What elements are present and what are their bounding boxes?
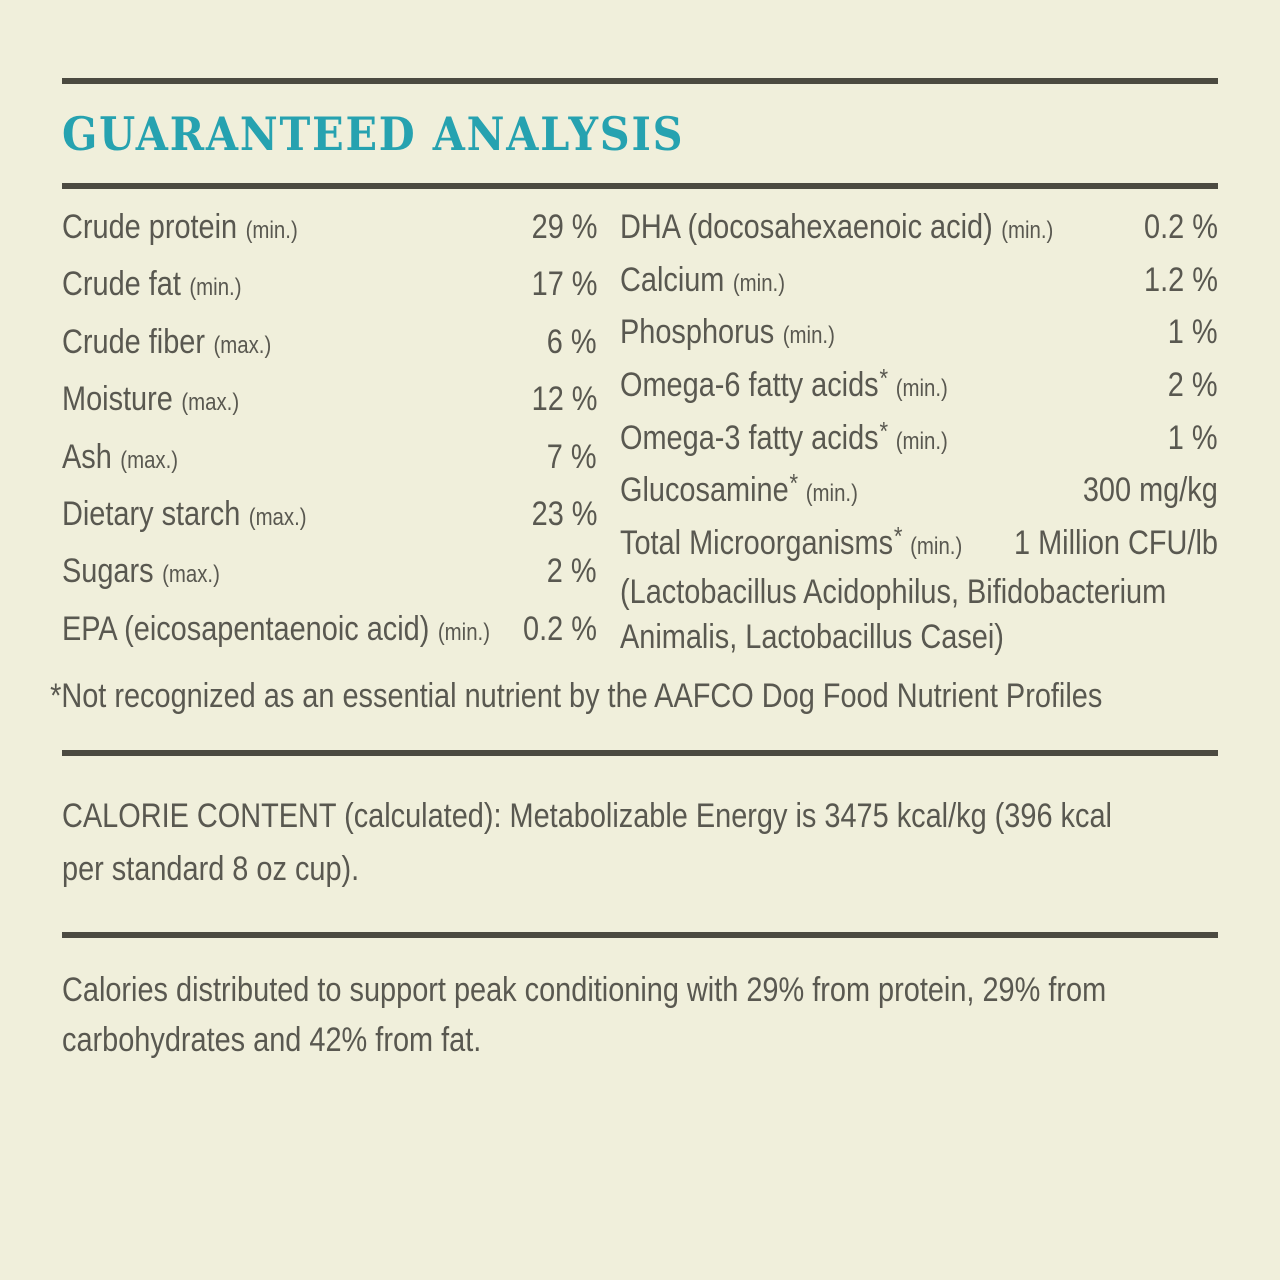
footnote-divider — [62, 750, 1218, 756]
nutrient-value: 29 % — [531, 208, 597, 246]
aafco-footnote — [50, 673, 1218, 719]
nutrient-row-dietary-starch — [62, 486, 597, 543]
nutrient-row-crude-fat — [62, 256, 597, 313]
calorie-distribution-line: carbohydrates and 42% from fat. — [62, 1020, 482, 1059]
nutrient-label: Dietary starch (max.) — [62, 494, 307, 533]
nutrient-qualifier: (max.) — [120, 446, 179, 474]
nutrient-label: DHA (docosahexaenoic acid) (min.) — [620, 208, 1054, 246]
nutrient-row-calcium — [620, 254, 1218, 307]
nutrient-label: Omega-6 fatty acids* (min.) — [620, 363, 948, 405]
label-content — [0, 78, 1280, 1065]
nutrient-qualifier: (max.) — [248, 503, 307, 531]
nutrient-row-epa — [62, 601, 597, 658]
asterisk-superscript: * — [789, 468, 799, 499]
nutrient-qualifier: (min.) — [895, 427, 948, 455]
calorie-divider — [62, 932, 1218, 938]
nutrient-qualifier: (max.) — [162, 561, 220, 589]
nutrient-value: 1 Million CFU/lb — [1014, 524, 1218, 563]
nutrient-row-omega6 — [620, 359, 1218, 412]
nutrient-value: 300 mg/kg — [1083, 471, 1218, 510]
nutrient-label: Glucosamine* (min.) — [620, 468, 858, 510]
nutrient-row-total-microorganisms — [620, 517, 1218, 570]
nutrient-label: Calcium (min.) — [620, 260, 786, 299]
nutrient-label: Ash (max.) — [62, 437, 179, 476]
nutrient-row-crude-fiber — [62, 314, 597, 371]
nutrient-value: 2 % — [1168, 366, 1218, 405]
aafco-footnote-text: *Not recognized as an essential nutrient by the AAFCO Dog Food Nutrient Profiles — [50, 676, 1103, 715]
nutrient-row-dha — [620, 201, 1218, 254]
nutrient-label: Total Microorganisms* (min.) — [620, 521, 963, 563]
nutrient-qualifier: (min.) — [895, 375, 948, 403]
nutrient-qualifier: (min.) — [910, 533, 963, 561]
analysis-column-left — [62, 199, 597, 660]
nutrient-value: 6 % — [547, 322, 597, 361]
calorie-content-line: CALORIE CONTENT (calculated): Metabolizable Energy is 3475 kcal/kg (396 kcal — [62, 796, 1112, 835]
nutrient-label: Crude protein (min.) — [62, 208, 298, 246]
microorganisms-detail-line: Animalis, Lactobacillus Casei) — [620, 617, 1004, 656]
section-title: GUARANTEED ANALYSIS — [62, 106, 685, 161]
nutrient-row-glucosamine — [620, 464, 1218, 517]
nutrient-row-ash — [62, 429, 597, 486]
nutrient-value: 17 % — [531, 265, 597, 304]
analysis-table — [62, 199, 1218, 660]
nutrient-label: Omega-3 fatty acids* (min.) — [620, 415, 948, 457]
nutrient-row-sugars — [62, 543, 597, 600]
calorie-distribution-line: Calories distributed to support peak conditioning with 29% from protein, 29% from — [62, 970, 1107, 1009]
nutrient-label: EPA (eicosapentaenoic acid) (min.) — [62, 609, 491, 648]
title-divider — [62, 183, 1218, 189]
nutrient-qualifier: (min.) — [437, 618, 491, 646]
asterisk-superscript: * — [879, 415, 889, 446]
nutrient-value: 2 % — [547, 552, 597, 591]
nutrient-qualifier: (min.) — [732, 269, 786, 297]
nutrient-qualifier: (min.) — [245, 217, 298, 244]
section-title-band — [62, 84, 1218, 183]
nutrient-label: Sugars (max.) — [62, 552, 220, 591]
nutrient-qualifier: (min.) — [805, 480, 858, 508]
nutrient-row-omega3 — [620, 412, 1218, 465]
nutrient-qualifier: (max.) — [213, 331, 272, 359]
calorie-content-line: per standard 8 oz cup). — [62, 849, 360, 888]
nutrient-label: Phosphorus (min.) — [620, 313, 835, 352]
asterisk-superscript: * — [879, 363, 889, 394]
nutrient-row-phosphorus — [620, 306, 1218, 359]
nutrient-label: Crude fiber (max.) — [62, 322, 272, 361]
nutrient-value: 1.2 % — [1144, 260, 1218, 299]
nutrient-value: 7 % — [547, 437, 597, 476]
calorie-distribution — [62, 965, 1218, 1065]
asterisk-superscript: * — [893, 521, 903, 552]
nutrient-label: Moisture (max.) — [62, 380, 240, 419]
nutrient-value: 0.2 % — [1144, 208, 1218, 246]
calorie-content — [62, 790, 1218, 896]
nutrient-value: 12 % — [531, 380, 597, 419]
nutrient-value: 1 % — [1168, 313, 1218, 352]
nutrient-qualifier: (min.) — [782, 322, 835, 350]
nutrient-row-moisture — [62, 371, 597, 428]
nutrient-qualifier: (min.) — [1001, 217, 1054, 244]
nutrient-qualifier: (max.) — [181, 389, 240, 417]
nutrient-qualifier: (min.) — [189, 274, 242, 302]
analysis-column-right — [620, 199, 1218, 660]
microorganisms-detail-line: (Lactobacillus Acidophilus, Bifidobacterium — [620, 572, 1167, 611]
nutrient-value: 1 % — [1168, 418, 1218, 457]
nutrient-label: Crude fat (min.) — [62, 265, 242, 304]
nutrient-value: 23 % — [531, 494, 597, 533]
nutrient-value: 0.2 % — [523, 609, 597, 648]
nutrient-row-crude-protein — [62, 199, 597, 256]
